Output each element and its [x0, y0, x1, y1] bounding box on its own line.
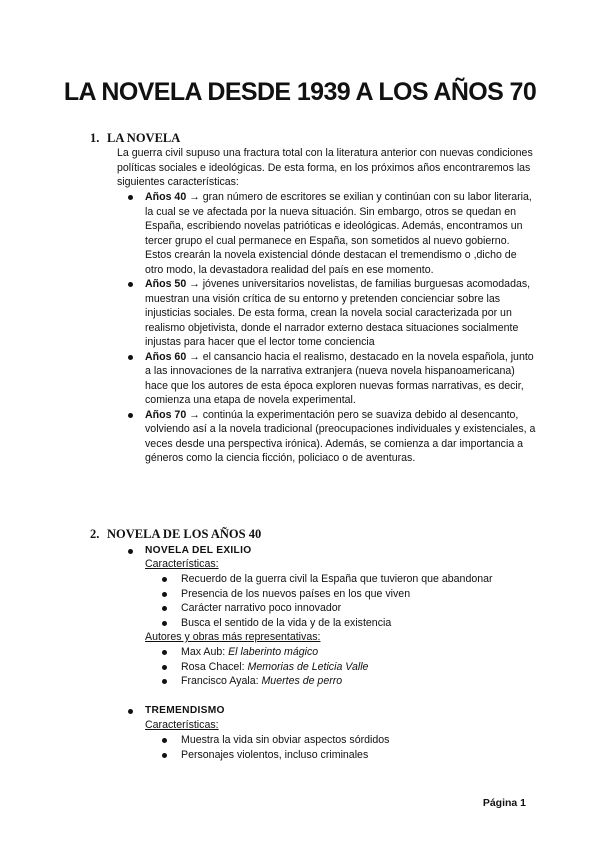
list-item — [145, 674, 525, 689]
work-title: El laberinto mágico — [228, 646, 319, 658]
list-item-text: Carácter narrativo poco innovador — [181, 602, 342, 614]
list-item — [145, 616, 525, 631]
exilio-authors-list — [145, 645, 525, 689]
bullet-icon — [128, 549, 133, 554]
bullet-icon — [162, 753, 167, 758]
decade-text: → continúa la experimentación pero se suaviza debido al desencanto, volviendo así a la novela tradicional (preocupaciones individuales y existenciales, a veces desde una perspectiva irónica). Además, se comienza a dar importancia a géneros como la ciencia ficción, policiaco o de aventuras. — [145, 408, 536, 464]
bullet-icon — [128, 709, 133, 714]
bullet-icon — [162, 621, 167, 626]
list-item — [145, 601, 525, 616]
exilio-char-list — [145, 572, 525, 630]
bullet-icon — [162, 606, 167, 611]
decade-text: → jóvenes universitarios novelistas, de familias burguesas acomodadas, muestran una visión crítica de su entorno y pretenden concienciar sobre las injusticias sociales. De esta forma, crean la novela social caracterizada por un realismo objetivista, donde el narrador externo destaca situaciones socialmente injustas para hacer que el lector tome conciencia — [145, 278, 531, 348]
author-name: Max Aub: — [181, 646, 229, 658]
section-1-heading — [90, 131, 180, 146]
decade-label: Años 70 — [145, 408, 187, 421]
exilio-char-label: Características: — [145, 558, 219, 570]
tremendismo-title: TREMENDISMO — [145, 705, 225, 716]
page-number: Página 1 — [482, 797, 526, 809]
decade-label: Años 60 — [145, 350, 187, 363]
exilio-authors-label: Autores y obras más representativas: — [145, 631, 321, 643]
bullet-icon — [162, 650, 167, 655]
bullet-icon — [128, 413, 133, 418]
author-name: Francisco Ayala: — [181, 675, 262, 687]
bullet-icon — [162, 592, 167, 597]
bullet-icon — [128, 195, 133, 200]
list-item-text: Muestra la vida sin obviar aspectos sórdidos — [181, 734, 390, 746]
list-item — [117, 350, 537, 408]
decade-text: → gran número de escritores se exilian y continúan con su labor literaria, la cual se ve afectada por la nueva situación. Sin embargo, otros se quedan en España, escribiendo novelas patrióticas e ideológicas. Además, encontramos un tercer grupo el cual permanece en España, son sometidos al nuevo gobierno. Estos crearán la novela existencial dónde destacan el tremendismo o ,dicho de otro modo, la devastadora realidad del país en ese momento. — [145, 191, 532, 276]
tremendismo-char-label: Características: — [145, 719, 219, 731]
work-title: Memorias de Leticia Valle — [247, 660, 369, 673]
list-item — [117, 190, 537, 277]
bullet-icon — [162, 738, 167, 743]
list-item-text: Recuerdo de la guerra civil la España que tuvieron que abandonar — [181, 573, 493, 585]
list-item — [145, 748, 525, 763]
list-item-text: Personajes violentos, incluso criminales — [181, 748, 369, 761]
list-item — [117, 408, 537, 466]
bullet-icon — [128, 282, 133, 287]
bullet-icon — [162, 679, 167, 684]
exilio-title: NOVELA DEL EXILIO — [145, 545, 252, 556]
bullet-icon — [162, 577, 167, 582]
list-item — [145, 733, 525, 748]
tremendismo-char-list — [145, 733, 525, 762]
author-name: Rosa Chacel: — [181, 660, 248, 673]
exilio-heading — [128, 545, 251, 556]
list-item-text: Busca el sentido de la vida y de la existencia — [181, 616, 392, 629]
bullet-icon — [162, 665, 167, 670]
bullet-icon — [128, 355, 133, 360]
decades-list — [117, 190, 537, 466]
list-item — [145, 572, 525, 587]
section-2-number: 2. — [90, 527, 100, 541]
decade-label: Años 40 — [145, 191, 187, 203]
section-1-number: 1. — [90, 131, 100, 145]
list-item — [145, 587, 525, 602]
list-item — [117, 277, 537, 350]
page-title: LA NOVELA DESDE 1939 A LOS AÑOS 70 — [63, 78, 537, 106]
tremendismo-heading — [128, 705, 225, 716]
section-1-intro: La guerra civil supuso una fractura total con la literatura anterior con nuevas condiciones políticas sociales e ideológicas. De esta forma, en los próximos años encontraremos las siguientes características: — [117, 147, 533, 188]
list-item — [145, 645, 525, 660]
section-2-heading — [90, 527, 261, 542]
work-title: Muertes de perro — [261, 675, 343, 687]
section-1-title: LA NOVELA — [107, 131, 181, 145]
decade-text: → el cansancio hacia el realismo, destacado en la novela española, junto a las innovaciones de la narrativa extranjera (nueva novela hispanoamericana) hace que los autores de esta época exploren nuevas formas narrativas, es decir, comienza una etapa de novela experimental. — [145, 350, 534, 406]
list-item-text: Presencia de los nuevos países en los que viven — [181, 587, 411, 600]
section-2-title: NOVELA DE LOS AÑOS 40 — [107, 527, 262, 541]
decade-label: Años 50 — [145, 278, 187, 290]
list-item — [145, 660, 525, 675]
